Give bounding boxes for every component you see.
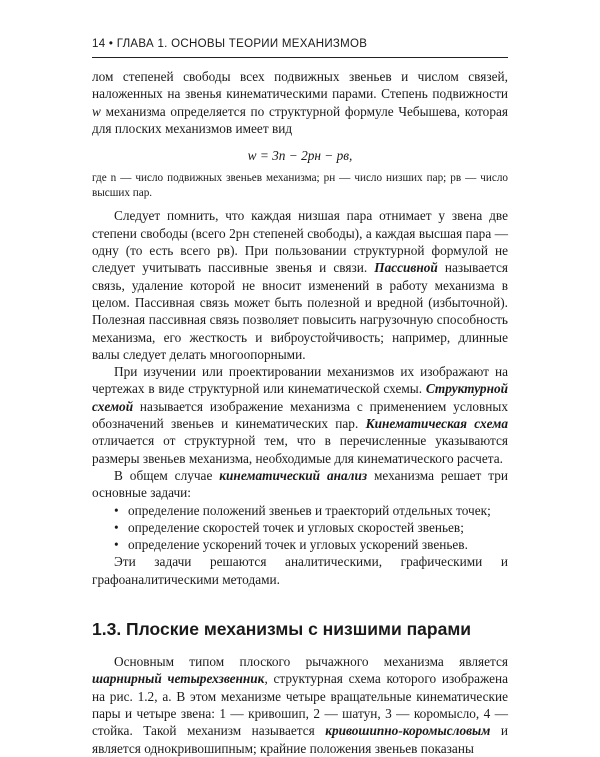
symbol-w: w — [92, 103, 101, 119]
term-four-bar-linkage: шарнирный четырехзвенник — [92, 671, 265, 687]
term-kinematic-scheme: Кинематическая схема — [365, 416, 508, 432]
text-run: Основным типом плоского рычажного механизма является — [114, 654, 508, 670]
term-structural-scheme: Структурной схемой — [92, 381, 508, 414]
text-run: , структурная схема которого изображена на рис. 1.2, а. В этом механизме четыре вращательные кинематические пары и четыре звена: 1 — кривошип, 2 — шатун, 3 — коромысло, 4 — стойка. Такой механизм называется — [92, 671, 509, 739]
list-item: • определение ускорений точек и угловых ускорений звеньев. — [114, 536, 508, 553]
paragraph-methods: Эти задачи решаются аналитическими, графическими и графоаналитическими методами. — [92, 554, 508, 587]
text-run: и является однокривошипным; крайние положения звеньев показаны — [92, 723, 508, 756]
paragraph-passive-links — [92, 207, 508, 363]
text-run: механизма определяется по структурной формуле Чебышева, которая для плоских механизмов имеет вид — [92, 103, 508, 136]
text-run: При изучении или проектировании механизмов их изображают на чертежах в виде структурной или кинематической схемы. — [92, 364, 508, 397]
text-run: механизма решает три основные задачи: — [92, 467, 508, 501]
paragraph-four-bar — [92, 653, 508, 757]
text-run: называется связь, удаление которой не вносит изменений в работу механизма в целом. Пассивная связь может быть полезной и вредной (избыточной). Полезная пассивная связь позволяет повысить нагрузочную способность механизма, его жесткость и виброустойчивость; например, длинные валы следует делать многоопорными. — [92, 260, 508, 362]
page-body — [92, 68, 508, 757]
term-passive: Пассивной — [374, 260, 438, 276]
paragraph-kinematic-analysis — [92, 467, 508, 502]
text-run: лом степеней свободы всех подвижных звеньев и числом связей, наложенных на звенья кинематическими парами. Степень подвижности — [92, 69, 508, 102]
tasks-list — [92, 502, 508, 554]
text-run: отличается от структурной тем, что в перечисленные указываются размеры звеньев механизма, необходимые для кинематического расчета. — [92, 433, 508, 466]
paragraph-schemes — [92, 363, 508, 467]
text-run: называется изображение механизма с применением условных обозначений звеньев и кинематических пар. — [92, 398, 508, 432]
text-run: Следует помнить, что каждая низшая пара отнимает у звена две степени свободы (всего 2pн степеней свободы), а каждая высшая пара — одну (то есть всего pв). При пользовании структурной формулой не следует учитывать пассивные звенья и связи. — [92, 208, 508, 276]
list-item: • определение положений звеньев и траекторий отдельных точек; — [114, 502, 508, 519]
formula-legend: где n — число подвижных звеньев механизма; pн — число низших пар; pв — число высших пар. — [92, 172, 508, 199]
term-kinematic-analysis: кинематический анализ — [219, 467, 368, 483]
section-heading: 1.3. Плоские механизмы с низшими парами — [92, 619, 472, 640]
paragraph-continuation — [92, 68, 508, 137]
list-item: • определение скоростей точек и угловых скоростей звеньев; — [114, 519, 508, 536]
text-run: В общем случае — [114, 467, 220, 483]
term-crank-rocker: кривошипно-коромысловым — [325, 723, 491, 739]
running-head: 14 • ГЛАВА 1. ОСНОВЫ ТЕОРИИ МЕХАНИЗМОВ — [92, 38, 508, 58]
chebyshev-formula: w = 3n − 2pн − pв, — [247, 148, 353, 164]
